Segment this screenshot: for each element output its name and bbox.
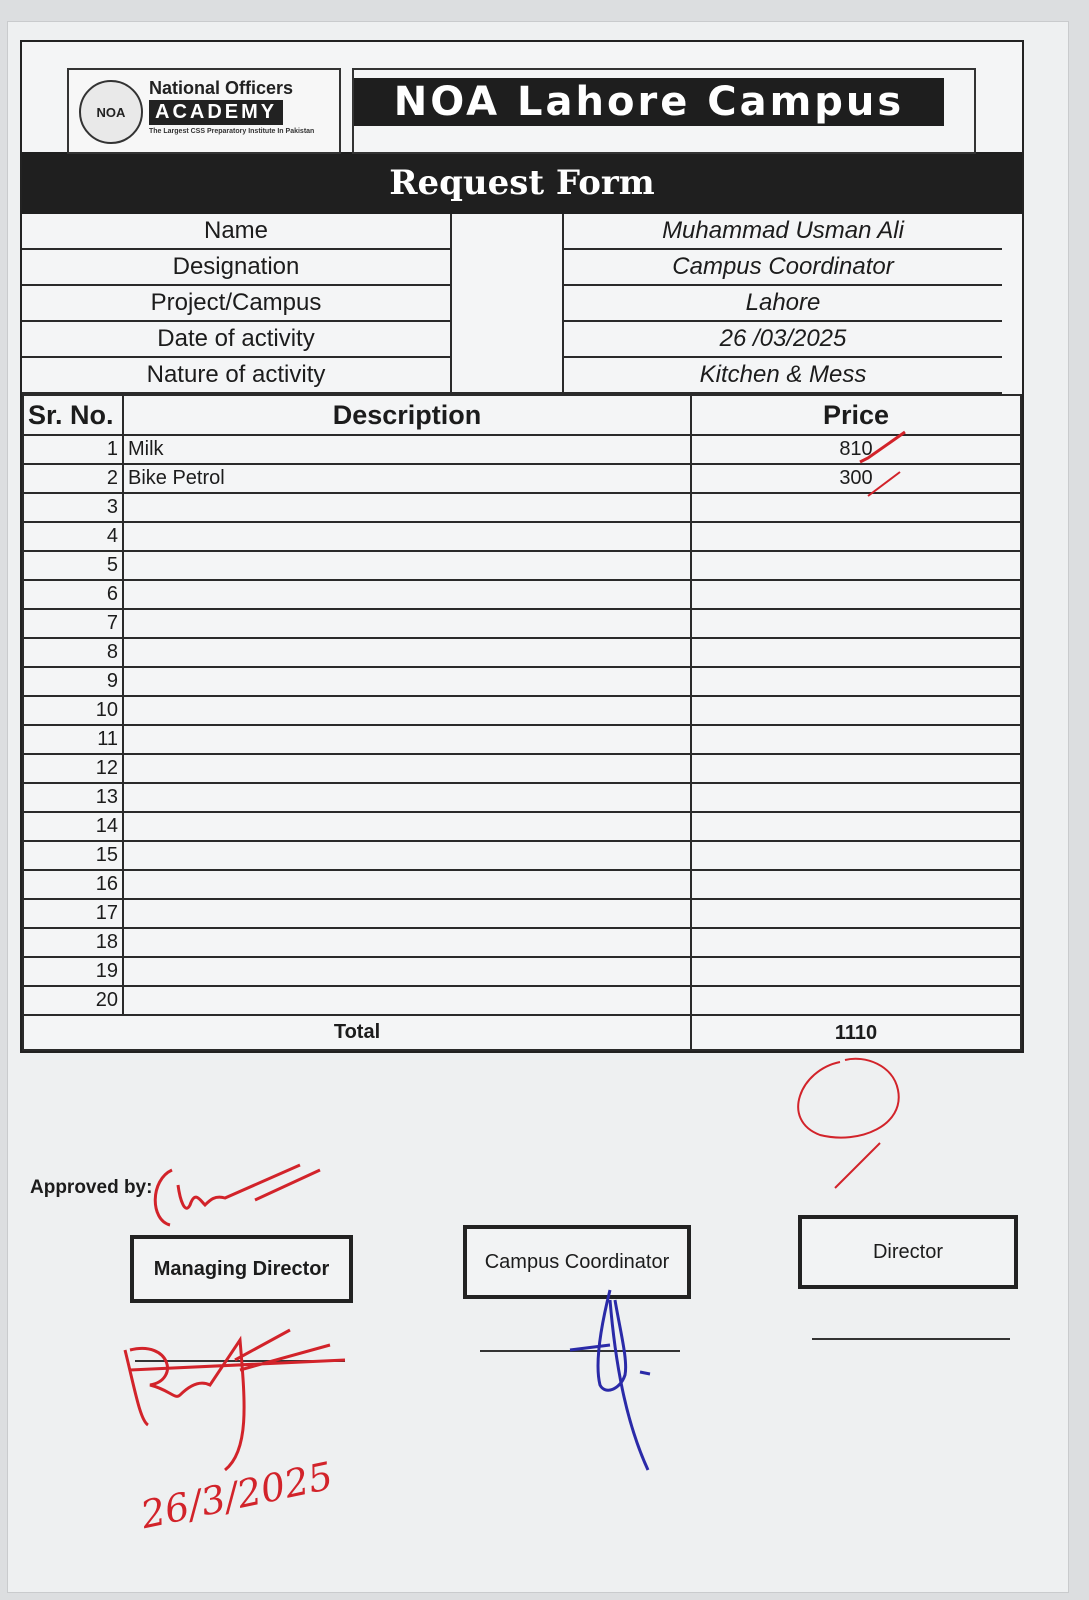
row-sr-no: 6 (23, 580, 123, 609)
row-sr-no: 2 (23, 464, 123, 493)
handwritten-date: 26/3/2025 (136, 1453, 337, 1538)
approved-by-label: Approved by: (30, 1177, 153, 1198)
col-price: Price (691, 395, 1021, 435)
brand-name: National Officers (149, 78, 294, 98)
brand-tagline: The Largest CSS Preparatory Institute In Pakistan (149, 128, 315, 135)
row-sr-no: 9 (23, 667, 123, 696)
row-sr-no: 1 (23, 435, 123, 464)
row-sr-no: 3 (23, 493, 123, 522)
row-sr-no: 4 (23, 522, 123, 551)
row-sr-no: 7 (23, 609, 123, 638)
info-label: Nature of activity (22, 358, 452, 394)
total-value: 1110 (691, 1015, 1021, 1050)
row-sr-no: 11 (23, 725, 123, 754)
form-title: Request Form (22, 152, 1022, 214)
row-sr-no: 18 (23, 928, 123, 957)
row-sr-no: 16 (23, 870, 123, 899)
info-label: Designation (22, 250, 452, 286)
campus-title: NOA Lahore Campus (354, 78, 944, 126)
row-description: Milk (123, 435, 691, 464)
check-mark-petrol (868, 472, 900, 496)
row-sr-no: 12 (23, 754, 123, 783)
row-description: Bike Petrol (123, 464, 691, 493)
total-circle (798, 1059, 899, 1138)
md-signature (125, 1330, 345, 1470)
row-sr-no: 5 (23, 551, 123, 580)
row-sr-no: 20 (23, 986, 123, 1015)
info-value: Lahore (562, 286, 1002, 322)
row-price: 810 (691, 435, 1021, 464)
info-value: Campus Coordinator (562, 250, 1002, 286)
row-sr-no: 15 (23, 841, 123, 870)
total-label: Total (23, 1015, 691, 1050)
row-price: 300 (691, 464, 1021, 493)
row-sr-no: 14 (23, 812, 123, 841)
campus-coordinator-label: Campus Coordinator (484, 1250, 670, 1273)
row-sr-no: 17 (23, 899, 123, 928)
approval-signature (155, 1165, 320, 1225)
col-description: Description (123, 395, 691, 435)
brand-academy: ACADEMY (149, 100, 283, 125)
info-label: Date of activity (22, 322, 452, 358)
cc-signature (570, 1290, 650, 1470)
row-sr-no: 13 (23, 783, 123, 812)
info-value: Muhammad Usman Ali (562, 214, 1002, 250)
info-value: 26 /03/2025 (562, 322, 1002, 358)
director-label: Director (872, 1240, 943, 1263)
row-sr-no: 8 (23, 638, 123, 667)
seal-icon: NOA (79, 80, 143, 144)
managing-director-label: Managing Director (153, 1257, 330, 1280)
info-value: Kitchen & Mess (562, 358, 1002, 394)
info-label: Project/Campus (22, 286, 452, 322)
check-mark-milk (860, 432, 905, 462)
row-sr-no: 10 (23, 696, 123, 725)
row-sr-no: 19 (23, 957, 123, 986)
info-label: Name (22, 214, 452, 250)
total-tick (835, 1143, 880, 1188)
col-sr-no: Sr. No. (23, 395, 123, 435)
